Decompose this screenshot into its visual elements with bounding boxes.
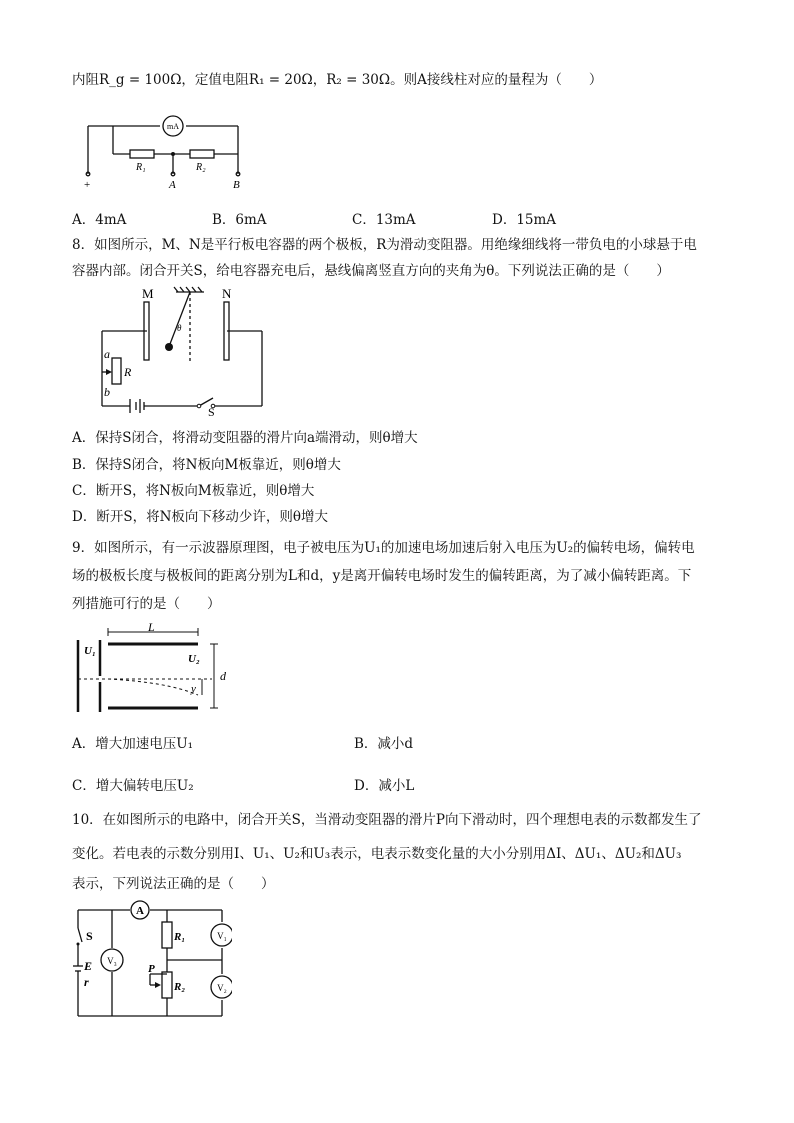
r1-label: R₁ [136,162,146,173]
switch-s-label: S [86,929,93,943]
r1-label: R₁ [174,931,186,943]
terminal-a-label: A [169,179,176,191]
emf-e-label: E [84,959,93,973]
r2-label: R₂ [174,981,186,993]
q10-stem-line-3: 表示，下列说法正确的是（ ） [72,876,275,892]
q9-option-a: A．增大加速电压U₁ [72,736,194,752]
q7-intro: 内阻R_g = 100Ω，定值电阻R₁ = 20Ω，R₂ = 30Ω。则A接线柱对应的量程为（ ） [72,72,603,88]
q9-option-b: B．减小d [354,736,414,752]
charged-ball [165,343,173,351]
terminal-b-label: B [233,179,240,191]
q8-option-b: B．保持S闭合，将N板向M板靠近，则θ增大 [72,457,341,473]
plate-n-label: N [222,286,232,301]
q10-circuit-figure [72,900,232,1020]
q10-stem-line-2: 变化。若电表的示数分别用I、U₁、U₂和U₃表示，电表示数变化量的大小分别用ΔI、ΔU₁、ΔU₂和ΔU₃ [72,846,682,862]
deflecting-voltage-u2-label: U₂ [188,653,200,665]
slider-end-b-label: b [104,385,110,399]
milliammeter-label: mA [167,122,179,131]
voltmeter-v1-label: V₁ [217,931,227,941]
q7-option-c: C．13mA [352,212,416,228]
plate-gap-d-label: d [220,669,226,683]
slider-end-a-label: a [104,347,110,361]
plus-terminal-label: + [84,179,91,191]
deflection-y-label: y [191,683,196,695]
q9-stem-line-2: 场的极板长度与极板间的距离分别为L和d，y是离开偏转电场时发生的偏转距离，为了减小偏转距离。下 [72,568,692,584]
ammeter-label: A [136,905,144,917]
plate-length-l-label: L [148,622,155,634]
q7-option-b: B．6mA [212,212,267,228]
q8-option-a: A．保持S闭合，将滑动变阻器的滑片向a端滑动，则θ增大 [72,430,418,446]
q7-circuit-figure [78,112,258,192]
slider-p-label: P [148,963,155,975]
q10-stem-line-1: 10．在如图所示的电路中，闭合开关S，当滑动变阻器的滑片P向下滑动时，四个理想电表的示数都发生了 [72,812,702,828]
plate-m-label: M [142,286,154,301]
q8-stem-line-1: 8．如图所示，M、N是平行板电容器的两个极板，R为滑动变阻器。用绝缘细线将一带负电的小球悬于电 [72,237,697,253]
q8-option-d: D．断开S，将N板向下移动少许，则θ增大 [72,509,329,525]
internal-resistance-r-label: r [84,975,89,989]
angle-theta-label: θ [177,323,182,333]
q9-option-d: D．减小L [354,778,415,794]
r2-label: R₂ [196,162,206,173]
q9-oscilloscope-figure [72,622,242,714]
voltmeter-v2-label: V₂ [217,983,227,993]
q8-capacitor-figure [92,286,292,418]
q8-option-c: C．断开S，将N板向M板靠近，则θ增大 [72,483,315,499]
q8-stem-line-2: 容器内部。闭合开关S，给电容器充电后，悬线偏离竖直方向的夹角为θ。下列说法正确的是（ ） [72,263,670,279]
rheostat-r-label: R [124,365,132,379]
q9-stem-line-3: 列措施可行的是（ ） [72,596,221,612]
voltmeter-v3-label: V₃ [107,956,117,966]
q7-option-a: A．4mA [72,212,127,228]
accelerating-voltage-u1-label: U₁ [84,645,96,657]
switch-s-label: S [208,405,215,418]
q7-option-d: D．15mA [492,212,557,228]
q9-option-c: C．增大偏转电压U₂ [72,778,194,794]
q9-stem-line-1: 9．如图所示，有一示波器原理图，电子被电压为U₁的加速电场加速后射入电压为U₂的偏转电场，偏转电 [72,540,695,556]
